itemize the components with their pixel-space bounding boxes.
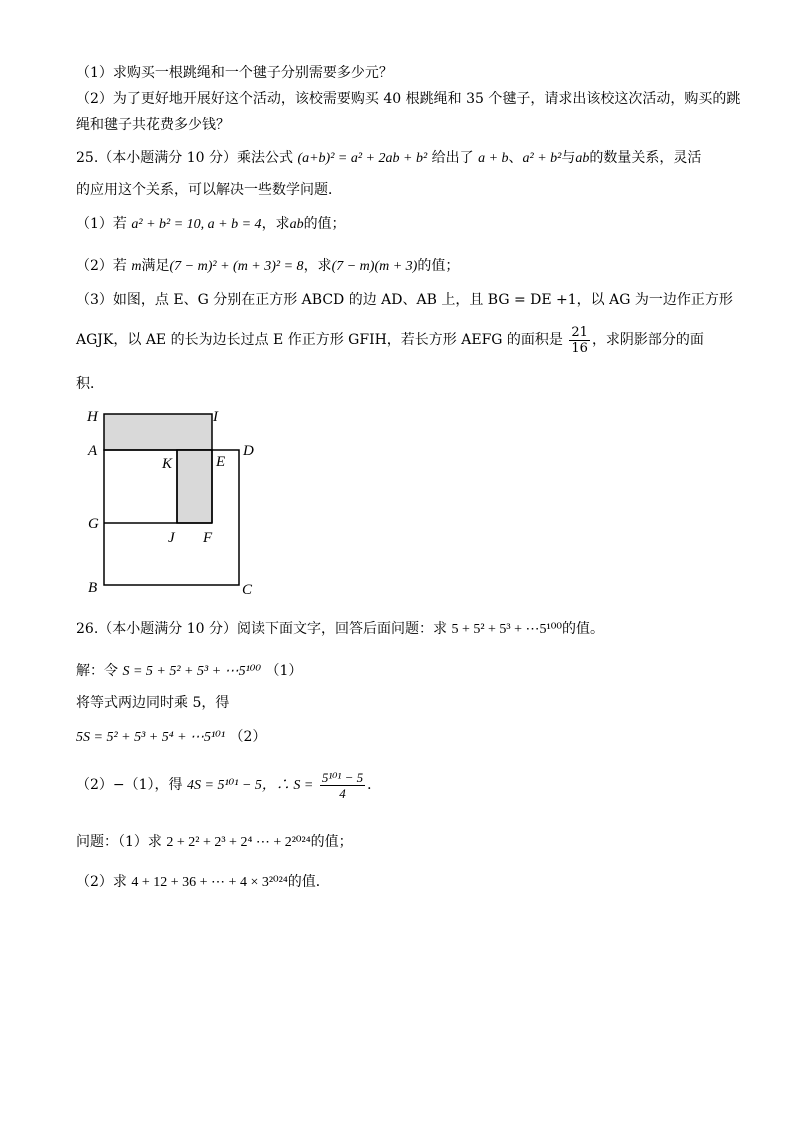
label-k: K	[162, 456, 173, 472]
q26-solution-line3: 5S = 5² + 5³ + 5⁴ + ⋯5¹⁰¹ （2）	[76, 729, 267, 745]
solution-fraction: $\frac{\text{5¹⁰¹ − 5}}{4}$	[321, 769, 364, 801]
label-d: D	[243, 443, 254, 459]
q25-part1: （1）若 a² + b² = 10, a + b = 4，求ab的值；	[76, 216, 346, 232]
q26-question2: （2）求 4 + 12 + 36 + ⋯ + 4 × 3²⁰²⁴的值．	[76, 874, 330, 890]
label-h: H	[87, 409, 98, 425]
area-fraction: $\frac{21}{16}$	[571, 324, 588, 356]
q24-part1: （1）求购买一根跳绳和一个毽子分别需要多少元？	[76, 65, 393, 81]
q25-header: 25.（本小题满分 10 分）乘法公式 (a+b)² = a² + 2ab + b² 给出了 a + b、a² + b²与ab的数量关系，灵活	[76, 150, 702, 166]
q26-solution-line2: 将等式两边同时乘 5，得	[76, 695, 230, 711]
label-a: A	[88, 443, 98, 459]
label-f: F	[203, 530, 213, 546]
formula: (a+b)² = a² + 2ab + b²	[297, 151, 428, 166]
label-j: J	[168, 530, 175, 546]
q24-part2-line1: （2）为了更好地开展好这个活动，该校需要购买 40 根跳绳和 35 个毽子，请求出该校这次活动，购买的跳	[76, 91, 741, 107]
q26-solution-line1: 解：令 S = 5 + 5² + 5³ + ⋯5¹⁰⁰ （1）	[76, 663, 303, 679]
q25-header-line2: 的应用这个关系，可以解决一些数学问题．	[76, 182, 342, 198]
label-b: B	[88, 580, 98, 596]
q25-part3-line1: （3）如图，点 E、G 分别在正方形 ABCD 的边 AD、AB 上，且 BG = DE +1，以 AG 为一边作正方形	[76, 292, 733, 308]
q26-solution-line4: （2）−（1），得 4S = 5¹⁰¹ − 5，∴ S = $\frac{\text{5¹⁰¹ − 5}}{4}$ ．	[76, 769, 382, 801]
label-g: G	[88, 516, 99, 532]
q25-part3-line3: 积．	[76, 376, 104, 392]
q26-question1: 问题：（1）求 2 + 2² + 2³ + 2⁴ ⋯ + 2²⁰²⁴的值；	[76, 834, 353, 850]
q25-part3-line2: AGJK，以 AE 的长为边长过点 E 作正方形 GFIH，若长方形 AEFG 的面积是 $\frac{21}{16}$ ，求阴影部分的面	[76, 324, 704, 356]
label-e: E	[216, 454, 226, 470]
shaded-region-top	[104, 414, 212, 450]
q26-header: 26.（本小题满分 10 分）阅读下面文字，回答后面问题：求 5 + 5² + 5³ + ⋯5¹⁰⁰的值。	[76, 621, 604, 637]
shaded-region-right	[177, 450, 212, 523]
geometry-figure	[82, 402, 262, 600]
label-i: I	[213, 409, 218, 425]
q24-part2-line2: 绳和毽子共花费多少钱？	[76, 117, 230, 133]
label-c: C	[242, 582, 253, 598]
q25-part2: （2）若 m满足(7 − m)² + (m + 3)² = 8，求(7 − m)(m + 3)的值；	[76, 258, 460, 274]
